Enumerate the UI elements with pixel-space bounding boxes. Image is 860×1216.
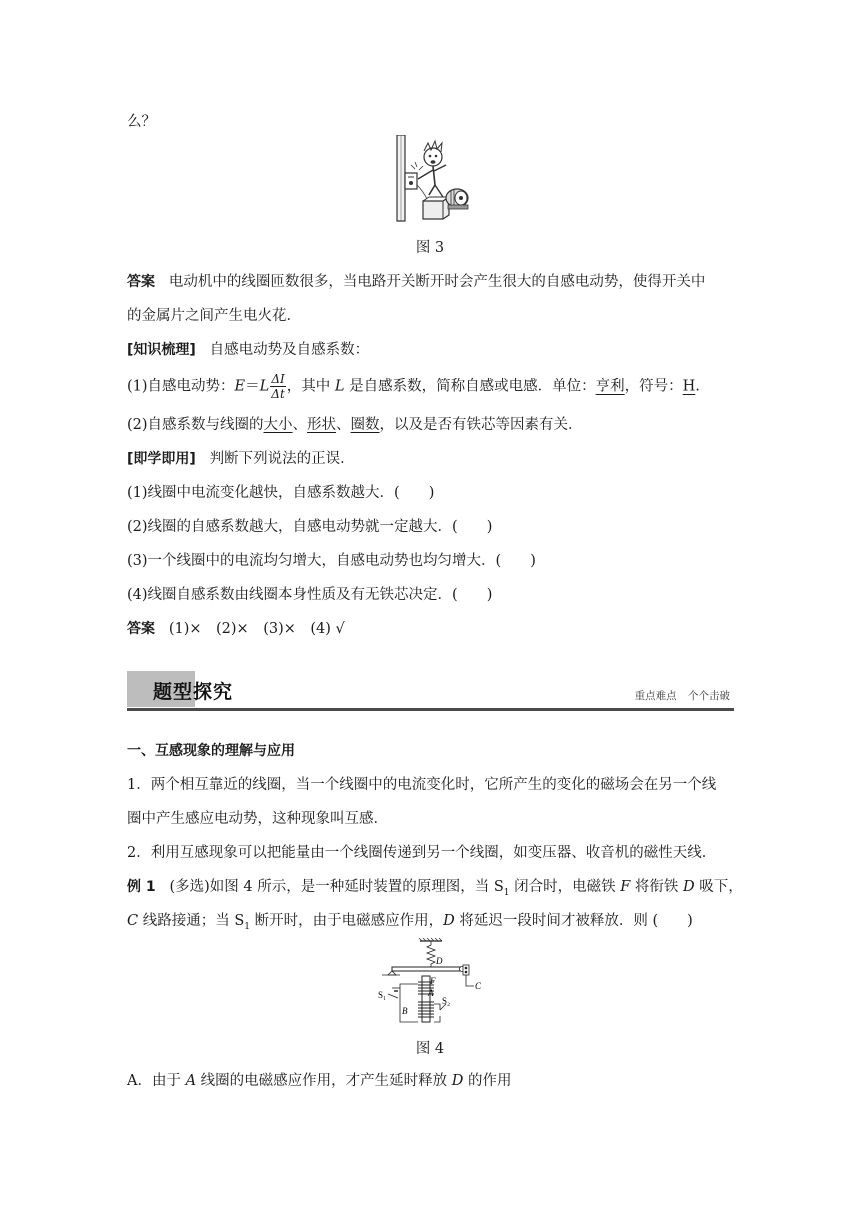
figure-4 <box>370 938 490 1034</box>
knowledge-item-1 <box>127 372 700 401</box>
knowledge-intro: 自感电动势及自感系数： <box>209 342 370 358</box>
delay-relay-diagram <box>370 938 490 1034</box>
formula-e: E <box>234 378 246 395</box>
practice-item: (3)一个线圈中的电流均匀增大，自感电动势也均匀增大．( ) <box>127 553 536 569</box>
example-1-line-2 <box>127 911 693 937</box>
section-header <box>127 671 734 711</box>
answer-label: 答案 <box>127 621 155 637</box>
example-text: 断开时，由于电磁感应作用， <box>250 913 444 929</box>
subscript: 1 <box>503 887 510 898</box>
section-title: 题型探究 <box>153 681 234 703</box>
factor-size: 大小 <box>263 417 293 433</box>
label-b: B <box>402 1006 408 1016</box>
item-1-prefix: (1)自感电动势： <box>127 378 235 395</box>
section-tag: 重点难点 个个击破 <box>634 690 730 702</box>
knowledge-label: [知识梳理] <box>127 342 196 358</box>
example-1-line-1 <box>127 877 743 903</box>
label-f: F <box>430 976 436 986</box>
answer-1-line-2: 的金属片之间产生电火花． <box>127 308 301 324</box>
practice-heading <box>127 449 355 469</box>
separator: 、 <box>292 417 308 433</box>
label-c: C <box>475 981 482 991</box>
example-text: 将延迟一段时间才被释放．则 ( ) <box>454 913 693 929</box>
label-s2: S₂ <box>442 996 451 1006</box>
example-text: 吸下， <box>694 879 743 895</box>
cartoon-person-electric-motor-icon <box>393 135 473 223</box>
item-1-l: L <box>334 378 345 395</box>
separator: 、 <box>336 417 351 433</box>
knowledge-item-2 <box>127 415 583 435</box>
symbol-d: D <box>683 879 695 895</box>
formula-l: L <box>259 378 270 395</box>
paragraph-2: 2．利用互感现象可以把能量由一个线圈传递到另一个线圈，如变压器、收音机的磁性天线． <box>127 845 717 861</box>
figure-4-caption: 图 4 <box>415 1041 445 1057</box>
example-text: 将衔铁 <box>630 879 683 895</box>
answer-label: 答案 <box>127 274 155 290</box>
item-2-suffix: ，以及是否有铁芯等因素有关． <box>379 417 583 433</box>
figure-3 <box>393 135 473 223</box>
symbol-f: F <box>620 879 631 895</box>
answer-1 <box>127 272 705 292</box>
symbol-d: D <box>443 913 455 929</box>
example-text: 闭合时，电磁铁 <box>509 879 621 895</box>
formula-fraction <box>270 372 286 401</box>
label-a: A <box>428 988 434 998</box>
symbol-d: D <box>451 1073 464 1089</box>
symbol-c: C <box>127 913 139 929</box>
factor-turns: 圈数 <box>350 417 380 433</box>
formula-denominator: Δt <box>271 387 285 401</box>
subscript: 1 <box>244 921 250 932</box>
practice-item: (1)线圈中电流变化越快，自感系数越大．( ) <box>127 485 435 501</box>
practice-item: (2)线圈的自感系数越大，自感电动势就一定越大．( ) <box>127 519 493 535</box>
end-period: . <box>695 378 700 395</box>
label-s1: S₁ <box>378 990 387 1000</box>
option-a-text: A．由于 <box>127 1073 186 1089</box>
formula-numerator: ΔI <box>271 372 285 386</box>
item-1-mid: ，其中 <box>286 378 335 395</box>
factor-shape: 形状 <box>307 417 337 433</box>
example-text: 线路接通；当 S <box>138 913 245 929</box>
practice-label: [即学即用] <box>127 451 196 467</box>
option-a <box>127 1071 512 1091</box>
subsection-heading: 一、互感现象的理解与应用 <box>127 743 295 759</box>
label-d: D <box>436 956 443 966</box>
example-text: (多选)如图 4 所示，是一种延时装置的原理图，当 S <box>169 879 504 895</box>
option-a-text: 线圈的电磁感应作用，才产生延时释放 <box>196 1073 452 1089</box>
formula-equals: ＝ <box>245 378 260 395</box>
continued-text: 么？ <box>127 114 156 130</box>
practice-intro: 判断下列说法的正误． <box>209 451 355 467</box>
symbol-a: A <box>185 1073 197 1089</box>
item-2-prefix: (2)自感系数与线圈的 <box>127 417 264 433</box>
paragraph-1: 1．两个相互靠近的线圈，当一个线圈中的电流变化时，它所产生的变化的磁场会在另一个线 <box>127 777 717 793</box>
answer-text: (1)× (2)× (3)× (4) √ <box>168 621 345 637</box>
answer-2 <box>127 619 345 639</box>
answer-text: 电动机中的线圈匝数很多，当电路开关断开时会产生很大的自感电动势，使得开关中 <box>168 274 706 290</box>
unit-name: 亨利 <box>595 378 625 395</box>
unit-symbol: H <box>682 378 696 395</box>
example-label: 例 1 <box>127 879 156 895</box>
knowledge-heading <box>127 340 369 360</box>
section-rule <box>127 708 734 711</box>
practice-item: (4)线圈自感系数由线圈本身性质及有无铁芯决定．( ) <box>127 587 493 603</box>
paragraph-1-line-2: 圈中产生感应电动势，这种现象叫互感． <box>127 811 388 827</box>
item-1-after: 是自感系数，简称自感或电感．单位： <box>344 378 596 395</box>
option-a-text: 的作用 <box>463 1073 512 1089</box>
symbol-label: ，符号： <box>624 378 683 395</box>
figure-3-caption: 图 3 <box>415 240 445 256</box>
